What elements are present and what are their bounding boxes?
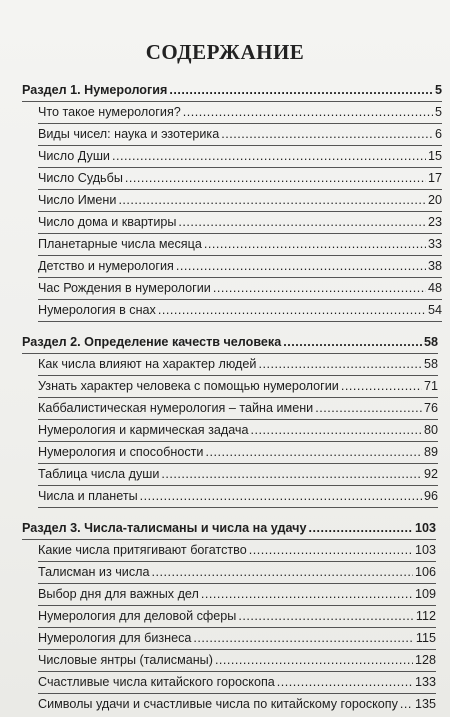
divider	[38, 693, 436, 694]
toc-page-number: 58	[423, 357, 438, 371]
divider	[22, 353, 438, 354]
toc-item-label: Каббалистическая нумерология – тайна имени	[38, 401, 314, 415]
divider	[38, 123, 442, 124]
toc-page-number: 135	[414, 697, 436, 711]
toc-heading[interactable]	[0, 79, 450, 101]
toc-item[interactable]	[0, 420, 450, 441]
divider	[38, 189, 442, 190]
toc-page-number: 112	[415, 609, 436, 623]
toc-item-label: Выбор дня для важных дел	[38, 587, 199, 601]
toc-page-number: 76	[423, 401, 438, 415]
divider	[38, 233, 442, 234]
toc-item[interactable]	[0, 124, 450, 145]
leader-dots	[238, 606, 414, 627]
leader-dots	[315, 398, 422, 419]
divider	[38, 463, 438, 464]
divider	[38, 419, 438, 420]
toc-item[interactable]	[0, 442, 450, 463]
toc-page-number: 48	[427, 281, 442, 295]
spacer	[0, 322, 450, 331]
toc-item-label: Что такое нумерология?	[38, 105, 181, 119]
toc-heading[interactable]	[0, 331, 450, 353]
toc-item-label: Детство и нумерология	[38, 259, 174, 273]
divider	[38, 397, 438, 398]
toc-page-number: 96	[423, 489, 438, 503]
toc-page-number: 106	[414, 565, 436, 579]
toc-item-label: Нумерология в снах	[38, 303, 156, 317]
divider	[38, 321, 442, 322]
toc-heading-label: Раздел 2. Определение качеств человека	[22, 335, 282, 349]
divider	[38, 375, 438, 376]
divider	[38, 485, 438, 486]
toc-item[interactable]	[0, 606, 450, 627]
leader-dots	[205, 442, 422, 463]
toc-item[interactable]	[0, 540, 450, 561]
toc-page-number: 20	[427, 193, 442, 207]
toc-page-number: 80	[423, 423, 438, 437]
divider	[38, 145, 442, 146]
divider	[38, 211, 442, 212]
toc-item-label: Числа и планеты	[38, 489, 138, 503]
toc-item-label: Нумерология и способности	[38, 445, 204, 459]
divider	[38, 561, 436, 562]
toc-page-number: 23	[427, 215, 442, 229]
leader-dots	[118, 190, 426, 211]
toc-item-label: Час Рождения в нумерологии	[38, 281, 211, 295]
toc-section-1	[0, 79, 450, 322]
toc-item[interactable]	[0, 278, 450, 299]
leader-dots	[161, 464, 422, 485]
leader-dots	[277, 672, 413, 693]
divider	[38, 277, 442, 278]
table-of-contents	[0, 79, 450, 715]
spacer	[0, 508, 450, 517]
leader-dots	[193, 628, 414, 649]
toc-item-label: Талисман из числа	[38, 565, 150, 579]
divider	[22, 101, 442, 102]
toc-item[interactable]	[0, 584, 450, 605]
toc-item[interactable]	[0, 102, 450, 123]
toc-page-number: 103	[414, 543, 436, 557]
toc-page-number: 133	[414, 675, 436, 689]
leader-dots	[400, 694, 413, 715]
toc-page-number: 15	[427, 149, 442, 163]
divider	[38, 605, 436, 606]
leader-dots	[251, 420, 422, 441]
divider	[38, 649, 436, 650]
toc-section-3	[0, 517, 450, 715]
toc-item[interactable]	[0, 694, 450, 715]
toc-heading[interactable]	[0, 517, 450, 539]
divider	[22, 539, 436, 540]
toc-item-label: Планетарные числа месяца	[38, 237, 202, 251]
toc-item[interactable]	[0, 190, 450, 211]
leader-dots	[183, 102, 433, 123]
toc-item[interactable]	[0, 256, 450, 277]
leader-dots	[308, 517, 413, 539]
toc-item-label: Число Души	[38, 149, 110, 163]
leader-dots	[112, 146, 426, 167]
toc-page-number: 5	[434, 83, 442, 97]
toc-item[interactable]	[0, 168, 450, 189]
page-title: СОДЕРЖАНИЕ	[145, 40, 305, 64]
toc-page-number: 5	[434, 105, 442, 119]
divider	[38, 507, 438, 508]
toc-item-label: Узнать характер человека с помощью нумерологии	[38, 379, 339, 393]
toc-item-label: Как числа влияют на характер людей	[38, 357, 257, 371]
leader-dots	[125, 168, 426, 189]
toc-item[interactable]	[0, 354, 450, 375]
leader-dots	[258, 354, 422, 375]
divider	[38, 671, 436, 672]
toc-item-label: Виды чисел: наука и эзотерика	[38, 127, 220, 141]
toc-item-label: Число дома и квартиры	[38, 215, 177, 229]
toc-page-number: 103	[414, 521, 436, 535]
toc-item[interactable]	[0, 146, 450, 167]
leader-dots	[215, 650, 413, 671]
toc-item-label: Число Имени	[38, 193, 117, 207]
leader-dots	[169, 79, 433, 101]
toc-heading-label: Раздел 1. Нумерология	[22, 83, 168, 97]
leader-dots	[151, 562, 413, 583]
toc-page-number: 128	[414, 653, 436, 667]
divider	[38, 255, 442, 256]
toc-item[interactable]	[0, 398, 450, 419]
toc-item[interactable]	[0, 212, 450, 233]
toc-section-2	[0, 331, 450, 508]
leader-dots	[158, 300, 426, 321]
leader-dots	[178, 212, 426, 233]
toc-item[interactable]	[0, 562, 450, 583]
toc-page-number: 54	[427, 303, 442, 317]
leader-dots	[201, 584, 413, 605]
toc-item-label: Какие числа притягивают богатство	[38, 543, 247, 557]
toc-item-label: Символы удачи и счастливые числа по китайскому гороскопу	[38, 697, 398, 711]
leader-dots	[140, 486, 422, 507]
toc-item-label: Число Судьбы	[38, 171, 123, 185]
toc-item-label: Нумерология и кармическая задача	[38, 423, 249, 437]
toc-item-label: Таблица числа души	[38, 467, 160, 481]
leader-dots	[213, 278, 426, 299]
leader-dots	[221, 124, 433, 145]
toc-item[interactable]	[0, 628, 450, 649]
toc-item-label: Нумерология для деловой сферы	[38, 609, 237, 623]
toc-heading-label: Раздел 3. Числа-талисманы и числа на удачу	[22, 521, 307, 535]
toc-item-label: Нумерология для бизнеса	[38, 631, 192, 645]
divider	[38, 441, 438, 442]
toc-item[interactable]	[0, 650, 450, 671]
toc-item[interactable]	[0, 300, 450, 321]
toc-page-number: 38	[427, 259, 442, 273]
toc-item[interactable]	[0, 672, 450, 693]
toc-page-number: 89	[423, 445, 438, 459]
toc-item-label: Числовые янтры (талисманы)	[38, 653, 213, 667]
leader-dots	[341, 376, 422, 397]
divider	[38, 627, 436, 628]
toc-page-number: 109	[414, 587, 436, 601]
toc-page-number: 6	[434, 127, 442, 141]
leader-dots	[204, 234, 426, 255]
toc-page-number: 92	[423, 467, 438, 481]
toc-item-label: Счастливые числа китайского гороскопа	[38, 675, 275, 689]
divider	[38, 583, 436, 584]
leader-dots	[283, 331, 422, 353]
toc-item[interactable]	[0, 486, 450, 507]
divider	[38, 167, 442, 168]
toc-page-number: 115	[415, 631, 436, 645]
toc-page-number: 33	[427, 237, 442, 251]
leader-dots	[176, 256, 426, 277]
toc-page-number: 58	[423, 335, 438, 349]
toc-item[interactable]	[0, 376, 450, 397]
toc-item[interactable]	[0, 464, 450, 485]
leader-dots	[249, 540, 413, 561]
toc-item[interactable]	[0, 234, 450, 255]
toc-page-number: 17	[427, 171, 442, 185]
toc-page-number: 71	[423, 379, 438, 393]
divider	[38, 299, 442, 300]
